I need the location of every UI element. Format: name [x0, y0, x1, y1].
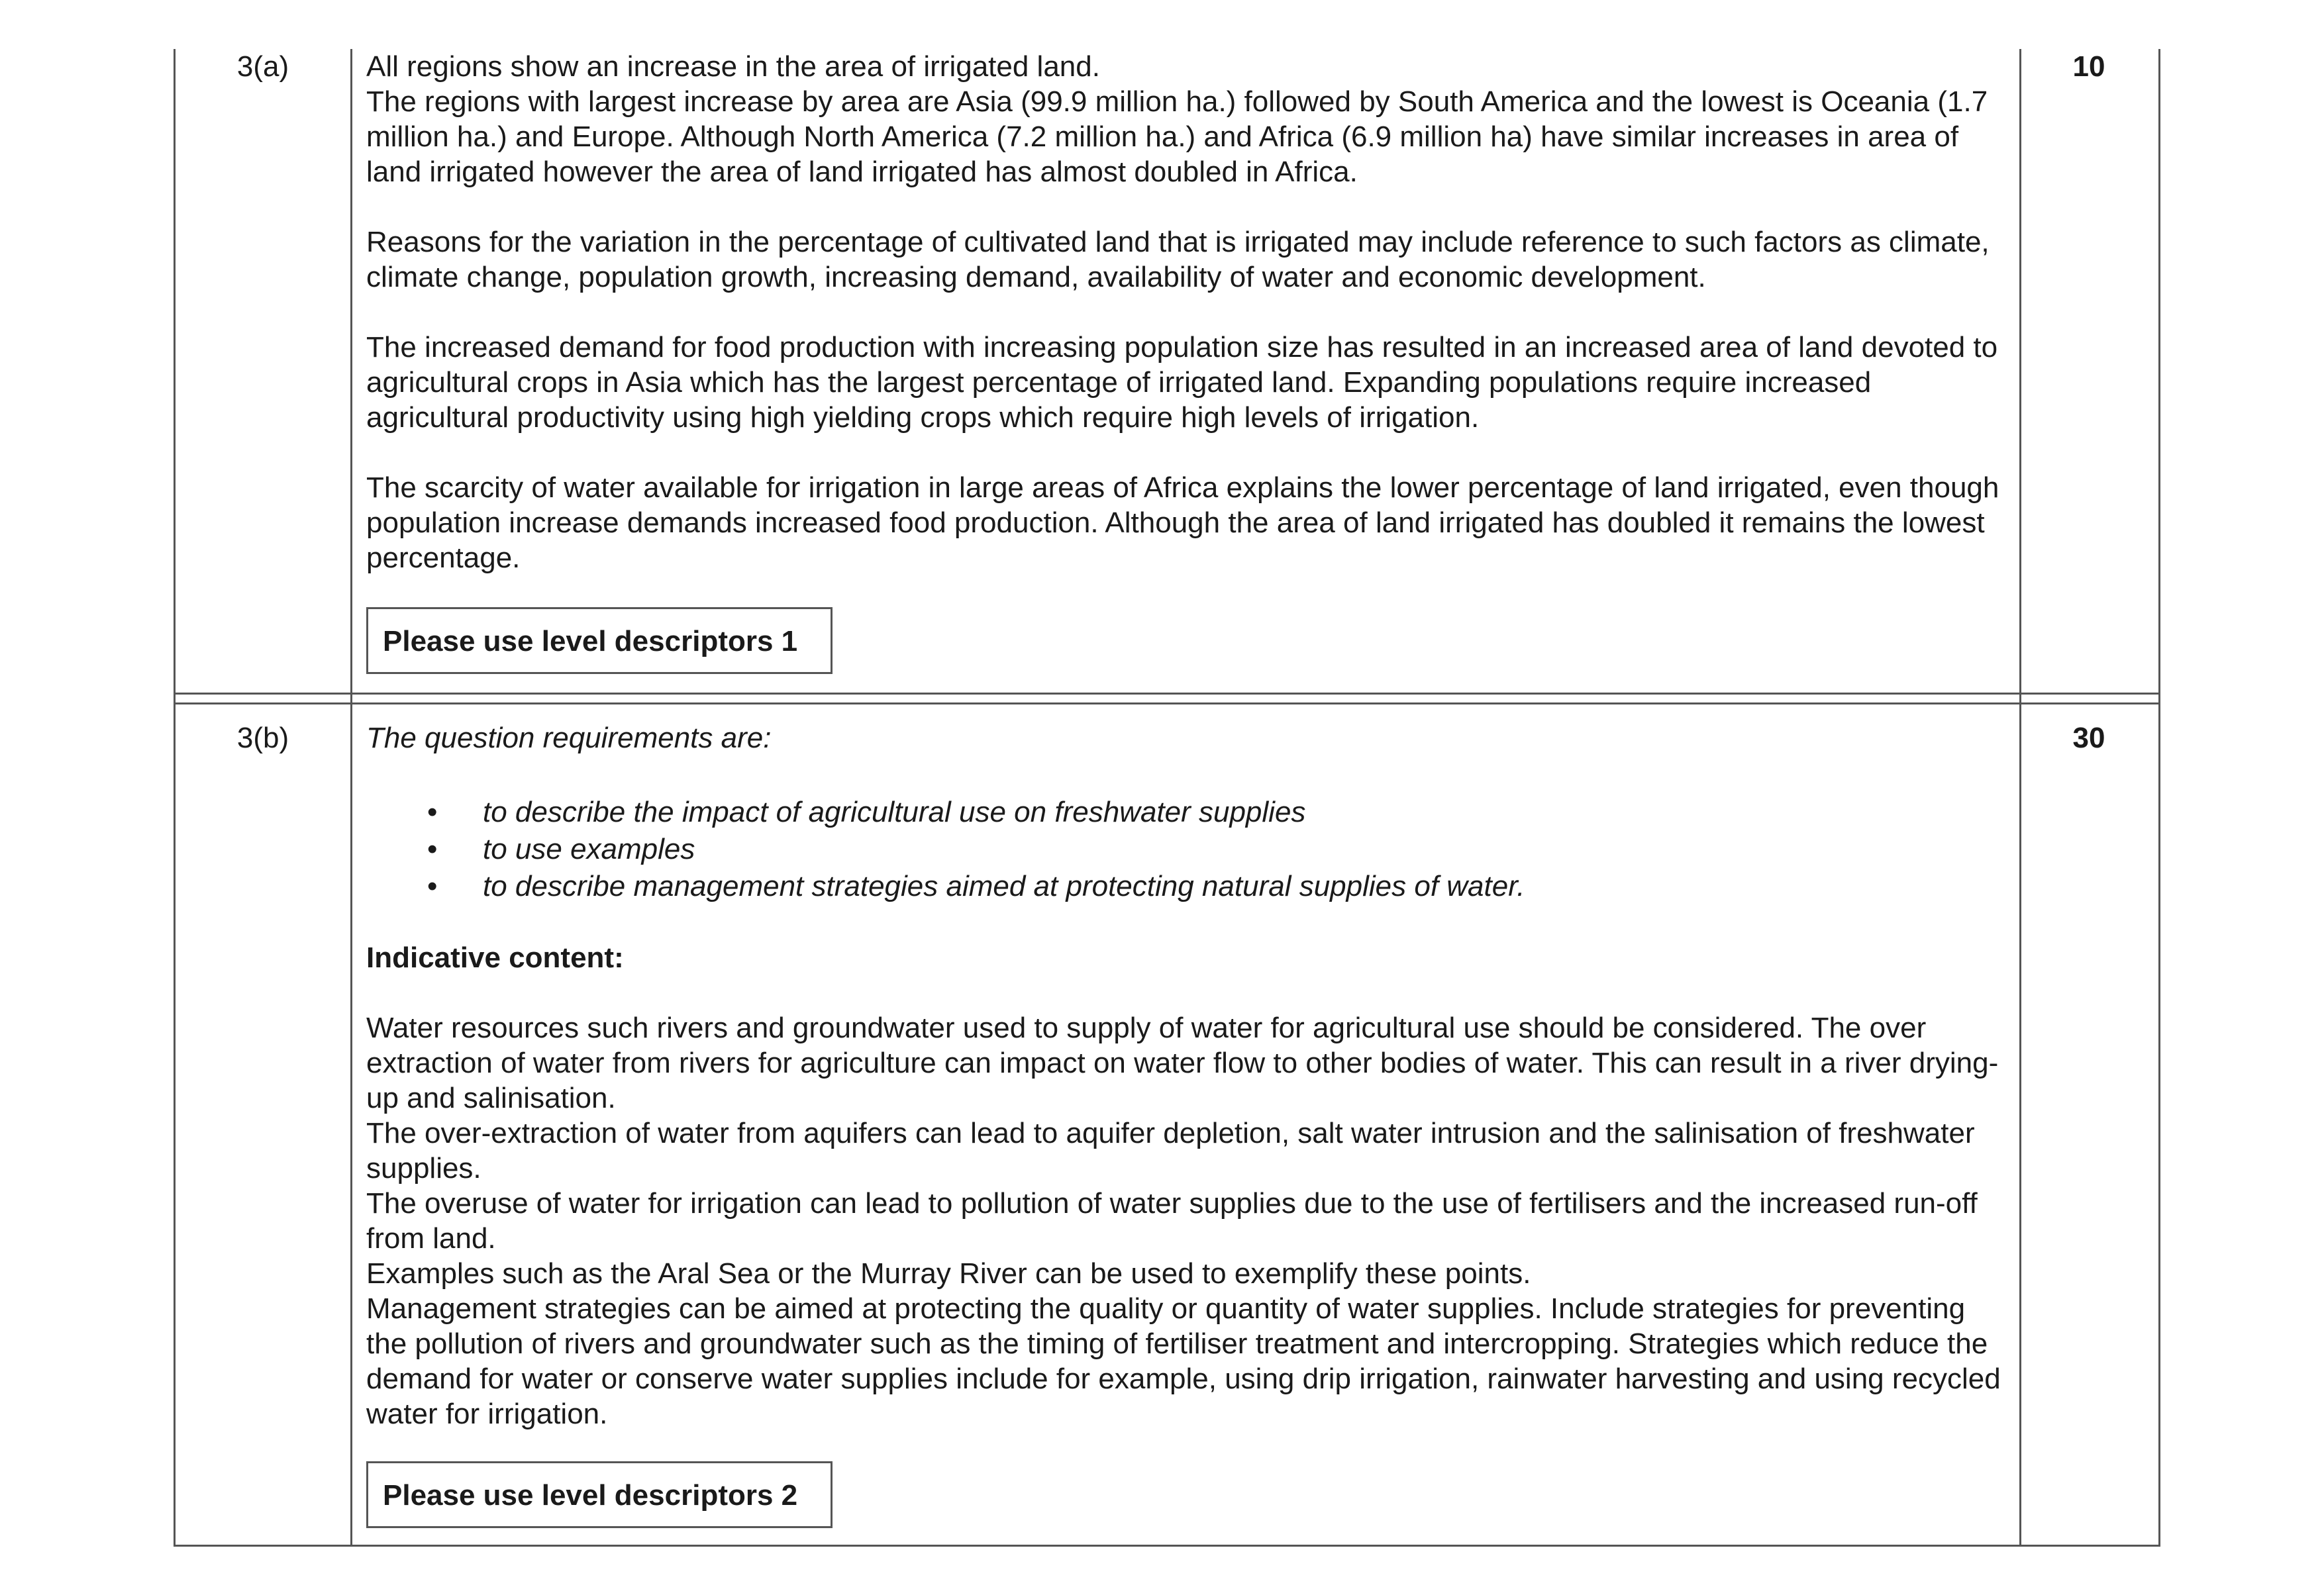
level-descriptor-box-2: Please use level descriptors 2 [366, 1461, 833, 1528]
table-border-right [2158, 49, 2160, 1547]
question-number-3b: 3(b) [236, 722, 289, 754]
question-number-3a: 3(a) [236, 50, 289, 83]
paragraph-3a-3: Reasons for the variation in the percentage of cultivated land that is irrigated may include reference to such factors as climate, climate change, population growth, increasing demand, availability of water and economic development. [366, 226, 1990, 293]
paragraph-3a-5: The scarcity of water available for irrigation in large areas of Africa explains the lower percentage of land irrigated, even though population increase demands increased food production. Although the area of land irrigated has doubled it remains the lowest percentage. [366, 471, 1999, 574]
table-border-bottom [174, 1545, 2160, 1547]
paragraph-3b-1: Water resources such rivers and groundwater used to supply of water for agricultural use should be considered. The over extraction of water from rivers for agriculture can impact on water flow to other bodies of water. This can result in a river drying-up and salinisation. [366, 1012, 1999, 1114]
marks-3a: 10 [2072, 50, 2105, 83]
column-divider-marks [2019, 49, 2021, 1547]
paragraph-3a-1: All regions show an increase in the area of irrigated land. [366, 50, 1100, 83]
requirements-list [366, 794, 2009, 905]
paragraph-3b-2: The over-extraction of water from aquifers can lead to aquifer depletion, salt water intrusion and the salinisation of freshwater supplies. [366, 1117, 1975, 1184]
marks-3b: 30 [2072, 722, 2105, 754]
row-divider-top [174, 693, 2160, 695]
paragraph-3b-4: Examples such as the Aral Sea or the Murray River can be used to exemplify these points. [366, 1257, 1531, 1290]
column-divider-question [350, 49, 352, 1547]
list-item: • to describe management strategies aimed at protecting natural supplies of water. [366, 868, 2009, 905]
list-item: • to describe the impact of agricultural use on freshwater supplies [366, 794, 2009, 831]
indicative-content-heading: Indicative content: [366, 942, 624, 974]
bullet-icon: • [427, 870, 438, 902]
bullet-icon: • [427, 833, 438, 865]
list-item: • to use examples [366, 831, 2009, 868]
answer-content-3b [366, 720, 2009, 1431]
paragraph-3a-4: The increased demand for food production with increasing population size has resulted in an increased area of land devoted to agricultural crops in Asia which has the largest percentage of irrigated land. Expanding populations require increased agricultural productivity using high yielding crops which require high levels of irrigation. [366, 331, 1998, 434]
answer-content-3a [366, 49, 2009, 575]
paragraph-3b-3: The overuse of water for irrigation can lead to pollution of water supplies due to the use of fertilisers and the increased run-off from land. [366, 1187, 1978, 1255]
bullet-icon: • [427, 796, 438, 828]
table-border-left [174, 49, 176, 1547]
requirements-intro: The question requirements are: [366, 722, 772, 754]
paragraph-3b-5: Management strategies can be aimed at protecting the quality or quantity of water supplies. Include strategies for preventing the pollution of rivers and groundwater such as the timing of fertiliser treatment and intercropping. Strategies which reduce the demand for water or conserve water supplies include for example, using drip irrigation, rainwater harvesting and using recycled water for irrigation. [366, 1292, 2001, 1430]
paragraph-3a-2: The regions with largest increase by area are Asia (99.9 million ha.) followed by South America and the lowest is Oceania (1.7 million ha.) and Europe. Although North America (7.2 million ha.) and Africa (6.9 million ha) have similar increases in area of land irrigated however the area of land irrigated has almost doubled in Africa. [366, 85, 1988, 188]
row-divider-bottom [174, 702, 2160, 704]
level-descriptor-box-1: Please use level descriptors 1 [366, 607, 833, 674]
